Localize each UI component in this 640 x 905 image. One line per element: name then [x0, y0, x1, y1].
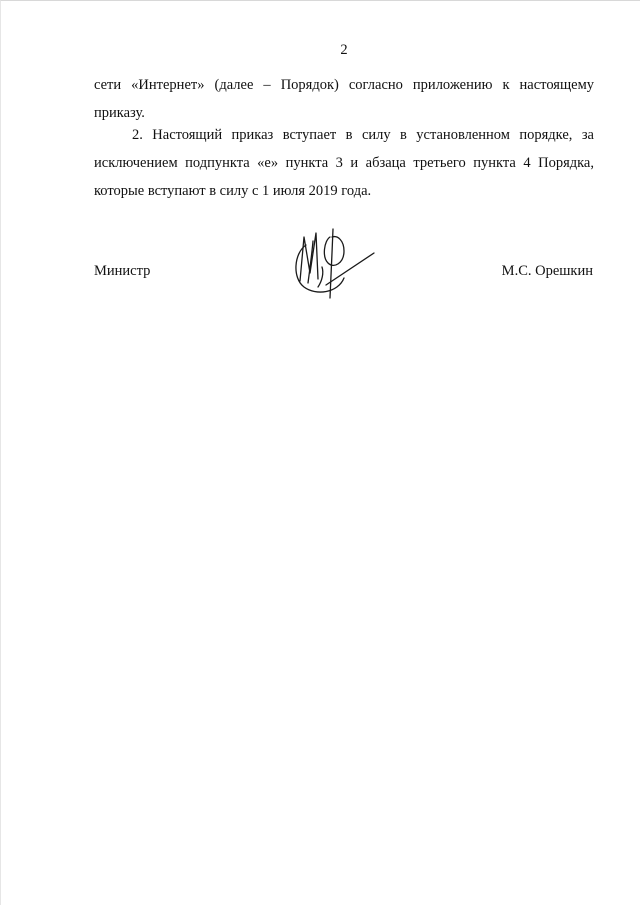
paragraph-effective-date: 2. Настоящий приказ вступает в силу в установленном порядке, за исключением подпункта «е» пункта 3 и абзаца третьего пункта 4 Порядка, которые вступают в силу с 1 июля 2019 года. — [94, 127, 594, 199]
paragraph-continuation: сети «Интернет» (далее – Порядок) согласно приложению к настоящему приказу. — [94, 77, 594, 121]
page-number: 2 — [340, 42, 348, 58]
handwritten-signature-icon — [286, 223, 381, 303]
signatory-position: Министр — [94, 263, 151, 279]
signatory-name: М.С. Орешкин — [501, 263, 593, 279]
